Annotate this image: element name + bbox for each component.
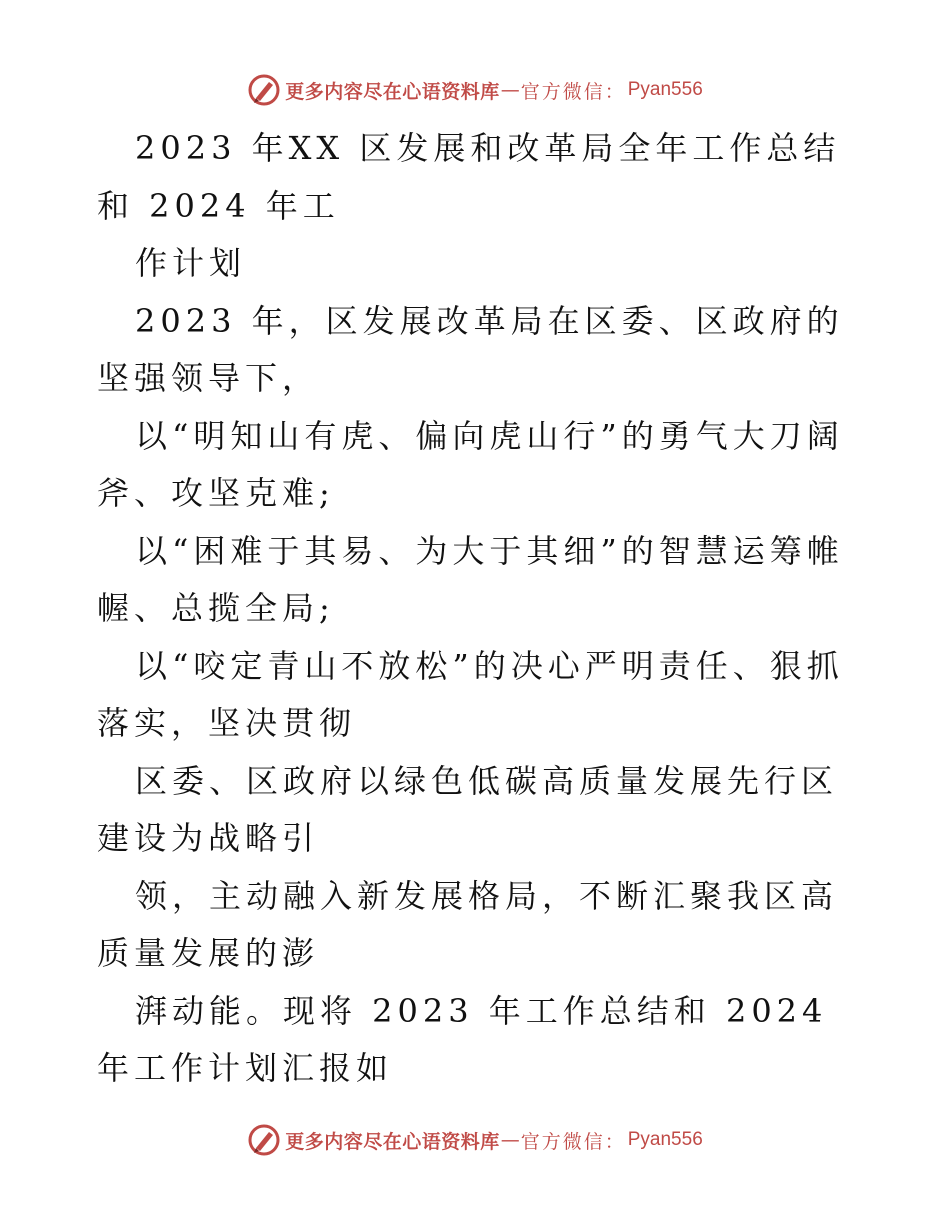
body-paragraph: 领，主动融入新发展格局，不断汇聚我区高质量发展的澎 — [97, 876, 839, 972]
watermark-dash: — — [500, 1129, 520, 1151]
body-paragraph: 湃动能。现将 2023 年工作总结和 2024 年工作计划汇报如 — [97, 991, 828, 1087]
document-title: 2023 年XX 区发展和改革局全年工作总结和 2024 年工 — [97, 129, 841, 225]
document-body — [97, 120, 867, 1098]
watermark-text: 更多内容尽在心语资料库 — [285, 80, 500, 103]
watermark-wechat-id: Pyan556 — [627, 1129, 703, 1150]
pen-logo-icon — [247, 73, 281, 107]
body-paragraph: 2023 年，区发展改革局在区委、区政府的坚强领导下， — [97, 301, 844, 397]
body-paragraph: 以“明知山有虎、偏向虎山行”的勇气大刀阔斧、攻坚克难; — [97, 416, 844, 512]
watermark-wechat-id: Pyan556 — [627, 79, 703, 100]
watermark-text: 更多内容尽在心语资料库 — [285, 1130, 500, 1153]
watermark-dash: — — [500, 79, 520, 101]
watermark-wechat-label: 官方微信： — [520, 1130, 626, 1153]
watermark-wechat-label: 官方微信： — [520, 80, 626, 103]
body-paragraph: 区委、区政府以绿色低碳高质量发展先行区建设为战略引 — [97, 761, 839, 857]
body-paragraph: 以“咬定青山不放松”的决心严明责任、狠抓落实，坚决贯彻 — [97, 646, 844, 742]
watermark-banner-bottom — [0, 1120, 950, 1160]
pen-logo-icon — [247, 1123, 281, 1157]
watermark-banner-top — [0, 70, 950, 110]
body-paragraph: 以“困难于其易、为大于其细”的智慧运筹帷幄、总揽全局; — [97, 531, 844, 627]
document-title-continued: 作计划 — [135, 244, 247, 282]
